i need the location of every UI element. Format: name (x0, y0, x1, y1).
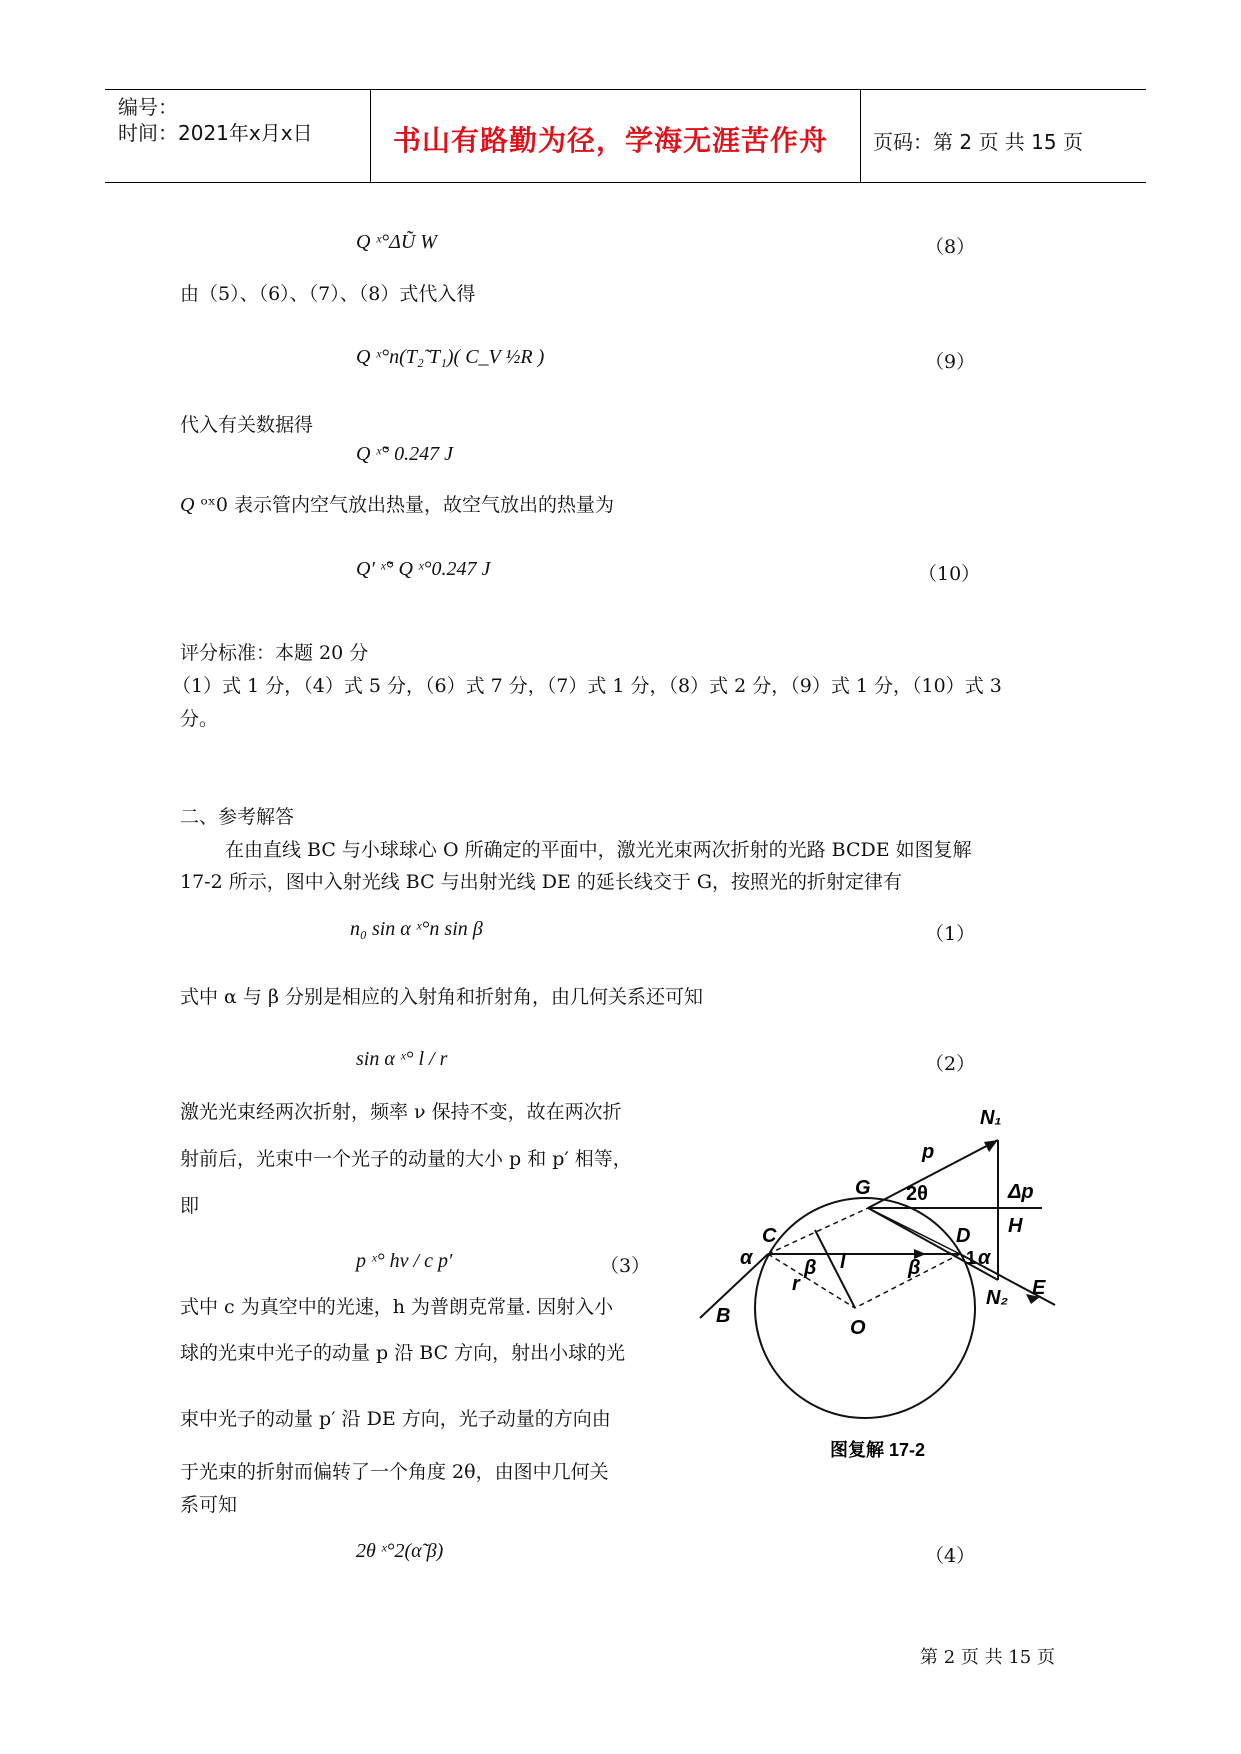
equation-3: p ˣ° hν / c p′ (356, 1250, 453, 1272)
figure-arrow-p (984, 1140, 998, 1152)
figure-label-r: r (792, 1273, 800, 1295)
figure-label-e: E (1032, 1277, 1046, 1299)
text-release-q: Q (180, 494, 195, 516)
section-2-title: 二、参考解答 (180, 806, 295, 828)
equation-1-number: （1） (925, 923, 976, 945)
paragraph-4-line-1: 式中 c 为真空中的光速，h 为普朗克常量. 因射入小 (180, 1296, 614, 1318)
figure-label-g: G (855, 1177, 871, 1199)
equation-3-number: （3） (600, 1255, 651, 1277)
paragraph-5-line-3: 系可知 (180, 1494, 238, 1516)
header-divider-left (370, 89, 371, 183)
figure-label-p: p (922, 1141, 935, 1163)
equation-2: sin α ˣ° l / r (356, 1048, 448, 1070)
header-motto: 书山有路勤为径，学海无涯苦作舟 (393, 124, 829, 157)
equation-result: Q ˣ̃° 0.247 J (356, 443, 453, 465)
figure-label-c: C (762, 1225, 777, 1247)
equation-9-number: （9） (925, 351, 976, 373)
header-time-label: 时间：2021年x月x日 (118, 121, 313, 145)
figure-label-b: B (716, 1305, 731, 1327)
paragraph-5-line-1: 束中光子的动量 p′ 沿 DE 方向，光子动量的方向由 (180, 1408, 611, 1430)
paragraph-1-line-2: 17-2 所示，图中入射光线 BC 与出射光线 DE 的延长线交于 G，按照光的折射定律有 (180, 871, 903, 893)
text-release-rest: ᵒˣ0 表示管内空气放出热量，故空气放出的热量为 (194, 494, 614, 516)
header-divider-right (860, 89, 861, 183)
header-bottom-rule (105, 182, 1146, 183)
equation-4: 2θ ˣ°2(α̃ β) (356, 1540, 444, 1562)
equation-9: Q ˣ°n(T₂̃ T₁)( C_V ½R ) (356, 346, 545, 368)
figure-line-l (815, 1230, 855, 1308)
grading-title: 评分标准：本题 20 分 (180, 642, 369, 664)
figure-label-n1: N₁ (980, 1107, 1002, 1129)
paragraph-3-line-2: 射前后，光束中一个光子的动量的大小 p 和 p′ 相等， (180, 1148, 632, 1170)
figure-label-two-theta: 2θ (906, 1183, 928, 1205)
paragraph-1-line-1: 在由直线 BC 与小球球心 O 所确定的平面中，激光光束两次折射的光路 BCDE 如图复解 (225, 839, 972, 861)
paragraph-4-line-2: 球的光束中光子的动量 p 沿 BC 方向，射出小球的光 (180, 1342, 626, 1364)
equation-1: n₀ sin α ˣ°n sin β (350, 918, 483, 940)
paragraph-2: 式中 α 与 β 分别是相应的入射角和折射角，由几何关系还可知 (180, 986, 703, 1008)
paragraph-3-line-1: 激光光束经两次折射，频率 ν 保持不变，故在两次折 (180, 1101, 622, 1123)
figure-label-l: l (840, 1251, 846, 1273)
figure-label-one: 1 (966, 1248, 977, 1268)
figure-label-h: H (1008, 1215, 1023, 1237)
figure-label-dp: Δp (1008, 1181, 1034, 1203)
figure-chord-gd (868, 1208, 960, 1254)
header-top-rule (105, 89, 1146, 90)
figure-label-n2: N₂ (986, 1287, 1009, 1309)
grading-line-2: 分。 (180, 708, 219, 730)
text-release (180, 493, 614, 517)
header-page-info: 页码：第 2 页 共 15 页 (873, 130, 1083, 154)
equation-10-number: （10） (918, 563, 981, 585)
paragraph-3-line-3: 即 (180, 1195, 200, 1217)
equation-8: Q ˣ°ΔŨ W (356, 231, 437, 253)
figure-optics-diagram (680, 1100, 1090, 1470)
header-number-label: 编号： (118, 95, 178, 119)
text-data-sub: 代入有关数据得 (180, 414, 314, 436)
paragraph-5-line-2: 于光束的折射而偏转了一个角度 2θ，由图中几何关 (180, 1461, 609, 1483)
figure-label-beta-right: β (908, 1257, 921, 1279)
figure-label-o: O (850, 1317, 866, 1339)
equation-2-number: （2） (925, 1053, 976, 1075)
equation-4-number: （4） (925, 1545, 976, 1567)
figure-label-alpha-left: α (740, 1247, 753, 1269)
figure-label-alpha-right: α (978, 1247, 991, 1269)
figure-ray-c-g (768, 1208, 868, 1254)
figure-vector-p-prime (868, 1208, 998, 1280)
grading-line-1: （1）式 1 分，（4）式 5 分，（6）式 7 分，（7）式 1 分，（8）式 2 分，（9）式 1 分，（10）式 3 (172, 675, 1002, 697)
footer-page-number: 第 2 页 共 15 页 (920, 1647, 1055, 1668)
equation-8-number: （8） (925, 236, 976, 258)
figure-label-d: D (956, 1225, 971, 1247)
text-substitute: 由（5）、（6）、（7）、（8）式代入得 (180, 283, 476, 305)
figure-label-beta-left: β (804, 1257, 817, 1279)
equation-10: Q′ ˣ̃° Q ˣ°0.247 J (356, 558, 491, 580)
figure-sphere (755, 1198, 975, 1418)
figure-caption: 图复解 17-2 (830, 1440, 926, 1460)
